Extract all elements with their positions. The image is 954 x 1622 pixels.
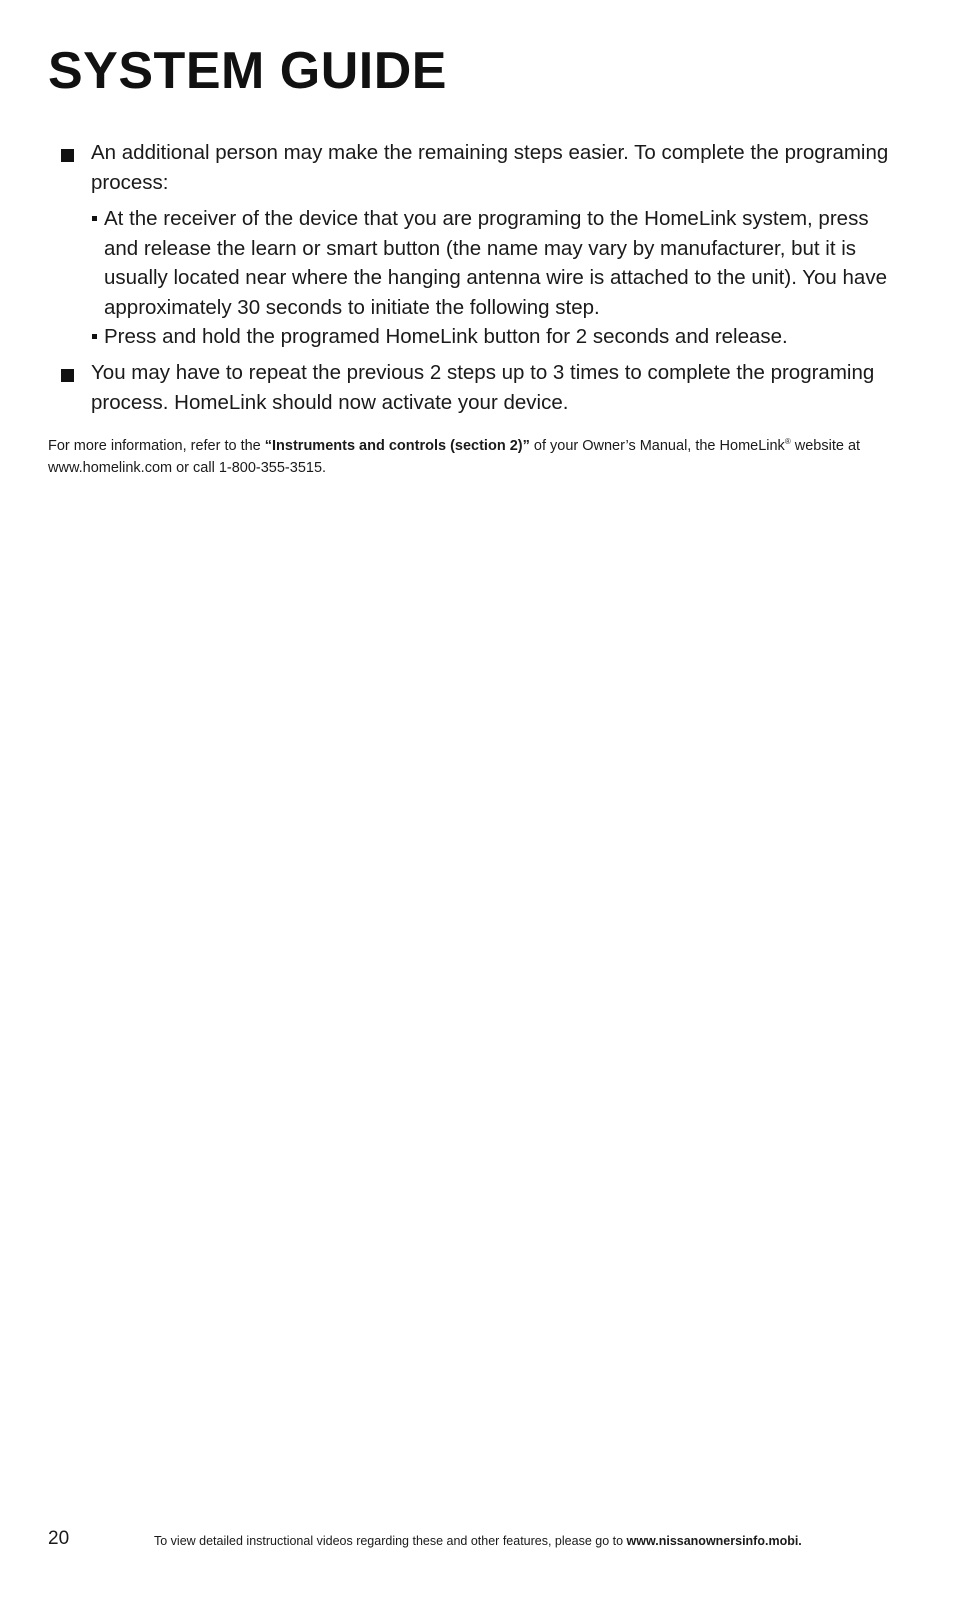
footer-note <box>154 1532 802 1550</box>
page-title: SYSTEM GUIDE <box>48 42 447 100</box>
more-info-note <box>48 435 908 479</box>
manual-section-reference: “Instruments and controls (section 2)” <box>264 438 530 454</box>
list-item-text: An additional person may make the remaining steps easier. To complete the programing process: <box>91 141 889 194</box>
small-square-bullet-icon <box>92 334 97 339</box>
note-middle: of your Owner’s Manual, the HomeLink <box>529 438 785 454</box>
sub-list-item <box>0 204 954 322</box>
instruction-list <box>0 138 954 418</box>
footer-website-link[interactable]: www.nissanownersinfo.mobi. <box>626 1534 802 1548</box>
note-prefix: For more information, refer to the <box>48 438 265 454</box>
note-suffix: website at www.homelink.com or call 1-800-355-3515. <box>48 438 861 476</box>
square-bullet-icon <box>61 149 74 162</box>
footer-text-prefix: To view detailed instructional videos regarding these and other features, please go to <box>154 1534 627 1548</box>
list-item-text: You may have to repeat the previous 2 steps up to 3 times to complete the programing process. HomeLink should now activate your device. <box>91 360 875 414</box>
sub-list-item-text: At the receiver of the device that you are programing to the HomeLink system, press and release the learn or smart button (the name may vary by manufacturer, but it is usually located near where the hanging antenna wire is attached to the unit). You have approximately 30 seconds to initiate the following step. <box>104 207 887 319</box>
sub-list-item <box>0 322 954 352</box>
list-item <box>0 358 954 418</box>
sub-list <box>0 204 954 352</box>
square-bullet-icon <box>61 369 74 382</box>
sub-list-item-text: Press and hold the programed HomeLink button for 2 seconds and release. <box>104 325 788 348</box>
registered-mark: ® <box>784 437 791 447</box>
small-square-bullet-icon <box>92 216 97 221</box>
list-item <box>0 138 954 198</box>
page-number: 20 <box>48 1528 70 1549</box>
